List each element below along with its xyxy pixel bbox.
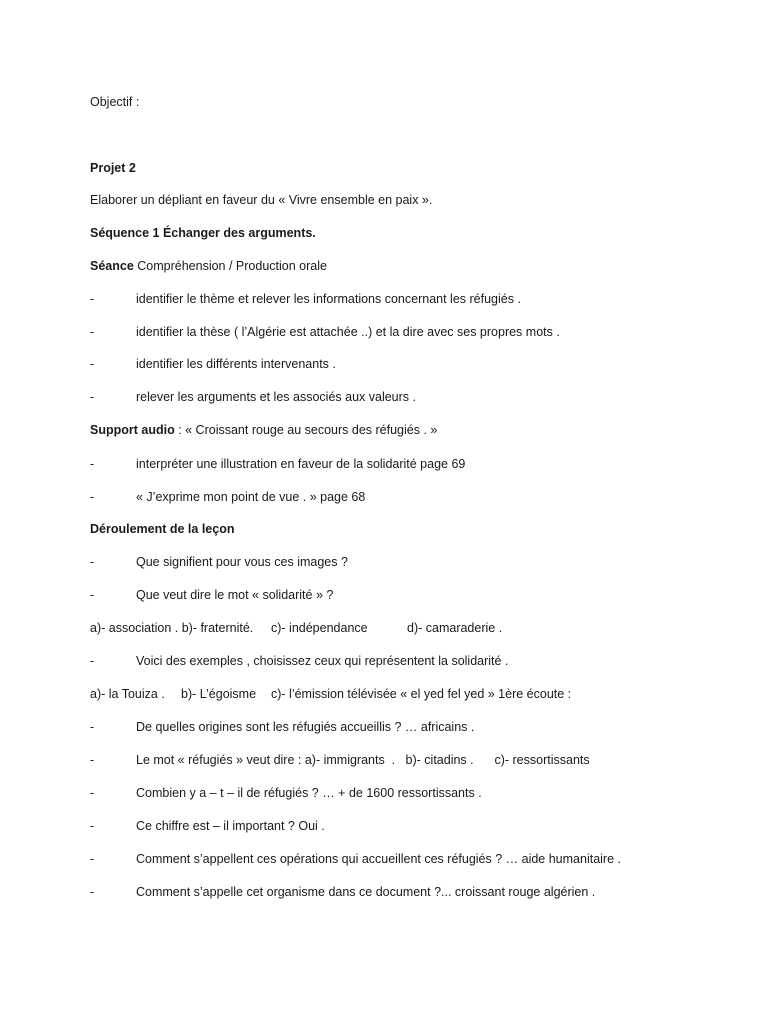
bullet-dash: -	[90, 885, 95, 899]
choice-a: a)- la Touiza .	[90, 687, 165, 701]
bullet-dash: -	[90, 852, 95, 866]
bullet-dash: -	[90, 753, 95, 767]
support-item: interpréter une illustration en faveur de la solidarité page 69	[136, 457, 466, 471]
choice-c: c)- l’émission télévisée « el yed fel yed » 1ère écoute :	[271, 687, 572, 701]
bullet-dash: -	[90, 292, 95, 306]
question-item: De quelles origines sont les réfugiés accueillis ? … africains .	[136, 720, 475, 734]
support-item: « J’exprime mon point de vue . » page 68	[136, 490, 366, 504]
choice-b: b)- L’égoisme	[181, 687, 257, 701]
question-item: Combien y a – t – il de réfugiés ? … + de 1600 ressortissants .	[136, 786, 482, 800]
question-item: Que veut dire le mot « solidarité » ?	[136, 588, 334, 602]
deroulement-title: Déroulement de la leçon	[90, 522, 235, 536]
question-item: Voici des exemples , choisissez ceux qui représentent la solidarité .	[136, 654, 509, 668]
bullet-dash: -	[90, 357, 95, 371]
bullet-dash: -	[90, 490, 95, 504]
projet-description: Elaborer un dépliant en faveur du « Vivre ensemble en paix ».	[90, 193, 433, 207]
bullet-dash: -	[90, 457, 95, 471]
bullet-dash: -	[90, 555, 95, 569]
objective-item: identifier la thèse ( l’Algérie est attachée ..) et la dire avec ses propres mots .	[136, 325, 560, 339]
question-item: Le mot « réfugiés » veut dire : a)- immigrants . b)- citadins . c)- ressortissants	[136, 753, 590, 767]
choice-c: c)- indépendance	[271, 621, 368, 635]
bullet-dash: -	[90, 390, 95, 404]
objective-item: identifier le thème et relever les informations concernant les réfugiés .	[136, 292, 521, 306]
bullet-dash: -	[90, 325, 95, 339]
choice-d: d)- camaraderie .	[407, 621, 503, 635]
objective-item: relever les arguments et les associés aux valeurs .	[136, 390, 416, 404]
bullet-dash: -	[90, 588, 95, 602]
seance-line	[90, 258, 327, 274]
objectif-label: Objectif :	[90, 95, 140, 109]
support-line	[90, 422, 437, 438]
choice-a-b: a)- association . b)- fraternité.	[90, 621, 254, 635]
sequence-title: Séquence 1 Échanger des arguments.	[90, 226, 316, 240]
bullet-dash: -	[90, 819, 95, 833]
bullet-dash: -	[90, 720, 95, 734]
question-item: Ce chiffre est – il important ? Oui .	[136, 819, 325, 833]
question-item: Comment s’appelle cet organisme dans ce document ?... croissant rouge algérien .	[136, 885, 596, 899]
bullet-dash: -	[90, 654, 95, 668]
seance-text: Compréhension / Production orale	[133, 259, 327, 273]
support-label: Support audio	[90, 423, 175, 437]
question-item: Que signifient pour vous ces images ?	[136, 555, 348, 569]
bullet-dash: -	[90, 786, 95, 800]
support-text: : « Croissant rouge au secours des réfugiés . »	[174, 423, 438, 437]
projet-title: Projet 2	[90, 161, 136, 175]
question-item: Comment s’appellent ces opérations qui accueillent ces réfugiés ? … aide humanitaire .	[136, 852, 621, 866]
objective-item: identifier les différents intervenants .	[136, 357, 336, 371]
seance-label: Séance	[90, 259, 134, 273]
